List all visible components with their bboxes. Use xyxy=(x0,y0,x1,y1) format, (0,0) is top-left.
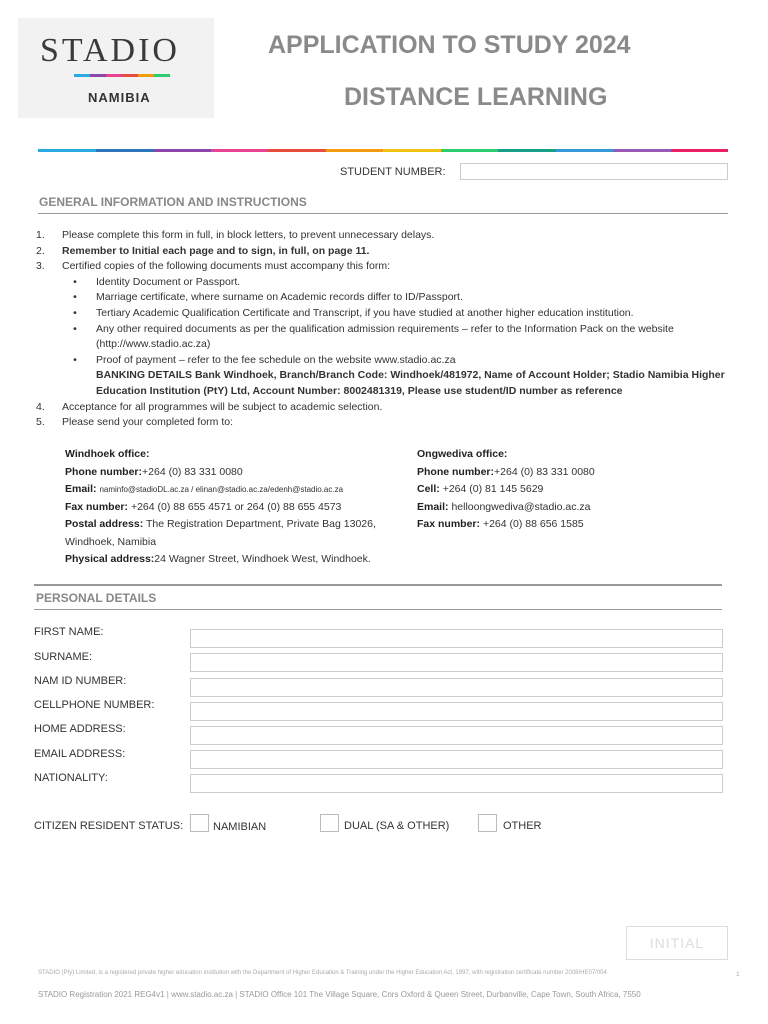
item-number: 4. xyxy=(36,400,45,413)
office-heading: Windhoek office: xyxy=(65,448,150,460)
item-text: Marriage certificate, where surname on Academic records differ to ID/Passport. xyxy=(96,291,463,304)
section-heading-personal: PERSONAL DETAILS xyxy=(36,591,157,605)
first-name-label: FIRST NAME: xyxy=(34,626,104,638)
page-subtitle: DISTANCE LEARNING xyxy=(344,83,608,111)
email-label: Email: xyxy=(417,500,449,513)
student-number-label: STUDENT NUMBER: xyxy=(340,166,446,178)
first-name-field[interactable] xyxy=(190,629,723,648)
rainbow-divider xyxy=(38,149,728,152)
bullet-icon: • xyxy=(73,322,77,335)
fax-label: Fax number: xyxy=(65,500,129,513)
surname-label: SURNAME: xyxy=(34,651,93,663)
office-heading: Ongwediva office: xyxy=(417,448,508,460)
list-item xyxy=(36,306,726,322)
item-text: Please send your completed form to: xyxy=(62,416,234,429)
email-field[interactable] xyxy=(190,750,723,769)
dual-checkbox[interactable] xyxy=(320,814,339,832)
list-item xyxy=(36,244,726,260)
bullet-icon: • xyxy=(73,306,77,319)
item-text: Proof of payment – refer to the fee schedule on the website www.stadio.ac.za xyxy=(96,353,456,366)
section-rule xyxy=(34,609,722,610)
namibian-label: NAMIBIAN xyxy=(213,821,267,833)
bullet-icon: • xyxy=(73,275,77,288)
cell-value: +264 (0) 81 145 5629 xyxy=(442,483,544,495)
list-item xyxy=(36,290,726,306)
rainbow-segment xyxy=(268,149,326,152)
citizen-status-label: CITIZEN RESIDENT STATUS: xyxy=(34,820,184,832)
initial-box[interactable]: INITIAL xyxy=(626,926,728,960)
ongwediva-office xyxy=(417,446,717,534)
other-checkbox[interactable] xyxy=(478,814,497,832)
postal-label: Postal address: xyxy=(65,518,144,530)
home-address-field[interactable] xyxy=(190,726,723,745)
home-address-label: HOME ADDRESS: xyxy=(34,723,126,735)
cell-label: Cell: xyxy=(417,483,440,495)
logo-wordmark: STADIO xyxy=(40,32,180,69)
rainbow-segment xyxy=(613,149,671,152)
logo-color-bar xyxy=(74,74,170,77)
email-label: EMAIL ADDRESS: xyxy=(34,748,126,760)
bullet-icon: • xyxy=(73,291,77,304)
item-number: 5. xyxy=(36,416,45,429)
list-item xyxy=(36,259,726,275)
list-item xyxy=(36,275,726,291)
cellphone-field[interactable] xyxy=(190,702,723,721)
physical-label: Physical address: xyxy=(65,553,155,565)
list-item xyxy=(36,353,726,369)
item-text: Remember to Initial each page and to sign, in full, on page 11. xyxy=(62,244,370,257)
rainbow-segment xyxy=(556,149,614,152)
item-text: Tertiary Academic Qualification Certificate and Transcript, if you have studied at another higher education institution. xyxy=(96,306,634,319)
other-label: OTHER xyxy=(503,820,542,832)
item-number: 2. xyxy=(36,244,45,257)
item-number: 1. xyxy=(36,229,45,241)
nam-id-field[interactable] xyxy=(190,678,723,697)
windhoek-office xyxy=(65,446,405,569)
phone-value: +264 (0) 83 331 0080 xyxy=(142,465,243,478)
item-text: Any other required documents as per the qualification admission requirements – refer to the Information Pack on the website (http://www.stadio.ac.za) xyxy=(96,322,674,351)
rainbow-segment xyxy=(383,149,441,152)
phone-value: +264 (0) 83 331 0080 xyxy=(494,465,595,478)
rainbow-segment xyxy=(441,149,499,152)
fax-value: +264 (0) 88 656 1585 xyxy=(482,518,584,530)
phone-label: Phone number: xyxy=(417,465,495,478)
item-text: Identity Document or Passport. xyxy=(96,275,241,288)
page-number: 1 xyxy=(736,971,740,978)
rainbow-segment xyxy=(498,149,556,152)
physical-value: 24 Wagner Street, Windhoek West, Windhoek. xyxy=(154,553,371,565)
nationality-label: NATIONALITY: xyxy=(34,772,108,784)
phone-label: Phone number: xyxy=(65,465,143,478)
student-number-field[interactable] xyxy=(460,163,728,180)
rainbow-segment xyxy=(211,149,269,152)
banking-details xyxy=(36,368,726,399)
footer-address: STADIO Registration 2021 REG4v1 | www.stadio.ac.za | STADIO Office 101 The Village Square, Cnrs Oxford & Queen Street, Durbanville, Cape Town, South Africa, 7550 xyxy=(38,990,641,999)
instructions-list xyxy=(36,228,726,431)
banking-text: BANKING DETAILS Bank Windhoek, Branch/Branch Code: Windhoek/481972, Name of Account Holder; Stadio Namibia Higher Education Institution (PtY) Ltd, Account Number: 8002481319, Please use student/ID number as reference xyxy=(96,369,725,397)
fax-label: Fax number: xyxy=(417,518,481,530)
item-text: Acceptance for all programmes will be subject to academic selection. xyxy=(62,400,383,413)
section-heading-general: GENERAL INFORMATION AND INSTRUCTIONS xyxy=(39,195,307,209)
dual-label: DUAL (SA & OTHER) xyxy=(344,820,450,832)
email-value: helloongwediva@stadio.ac.za xyxy=(451,500,591,513)
list-item xyxy=(36,228,726,244)
rainbow-segment xyxy=(326,149,384,152)
rainbow-segment xyxy=(671,149,729,152)
surname-field[interactable] xyxy=(190,653,723,672)
footer-legal: STADIO (Pty) Limited, is a registered private higher education institution with the Department of Higher Education & Training under the Higher Education Act, 1997, with registration certificate number 2008/HE07/004 xyxy=(38,970,607,976)
rainbow-segment xyxy=(96,149,154,152)
section-rule xyxy=(38,213,728,214)
page-title: APPLICATION TO STUDY 2024 xyxy=(268,31,631,59)
namibian-checkbox[interactable] xyxy=(190,814,209,832)
postal-value: The Registration Department, Private Bag 13026, Windhoek, Namibia xyxy=(65,518,376,548)
list-item xyxy=(36,415,726,431)
item-text: Certified copies of the following documents must accompany this form: xyxy=(62,260,390,273)
list-item xyxy=(36,400,726,416)
item-number: 3. xyxy=(36,260,45,273)
logo-country: NAMIBIA xyxy=(88,90,151,105)
email-label: Email: xyxy=(65,483,97,495)
rainbow-segment xyxy=(38,149,96,152)
nationality-field[interactable] xyxy=(190,774,723,793)
section-rule xyxy=(34,584,722,586)
cellphone-label: CELLPHONE NUMBER: xyxy=(34,699,155,711)
item-text: Please complete this form in full, in block letters, to prevent unnecessary delays. xyxy=(62,229,435,241)
nam-id-label: NAM ID NUMBER: xyxy=(34,675,127,687)
bullet-icon: • xyxy=(73,353,77,366)
list-item xyxy=(36,322,726,353)
email-value: naminfo@stadioDL.ac.za / elinan@stadio.ac.za/edenh@stadio.ac.za xyxy=(99,485,344,494)
fax-value: +264 (0) 88 655 4571 or 264 (0) 88 655 4573 xyxy=(130,500,342,513)
rainbow-segment xyxy=(153,149,211,152)
